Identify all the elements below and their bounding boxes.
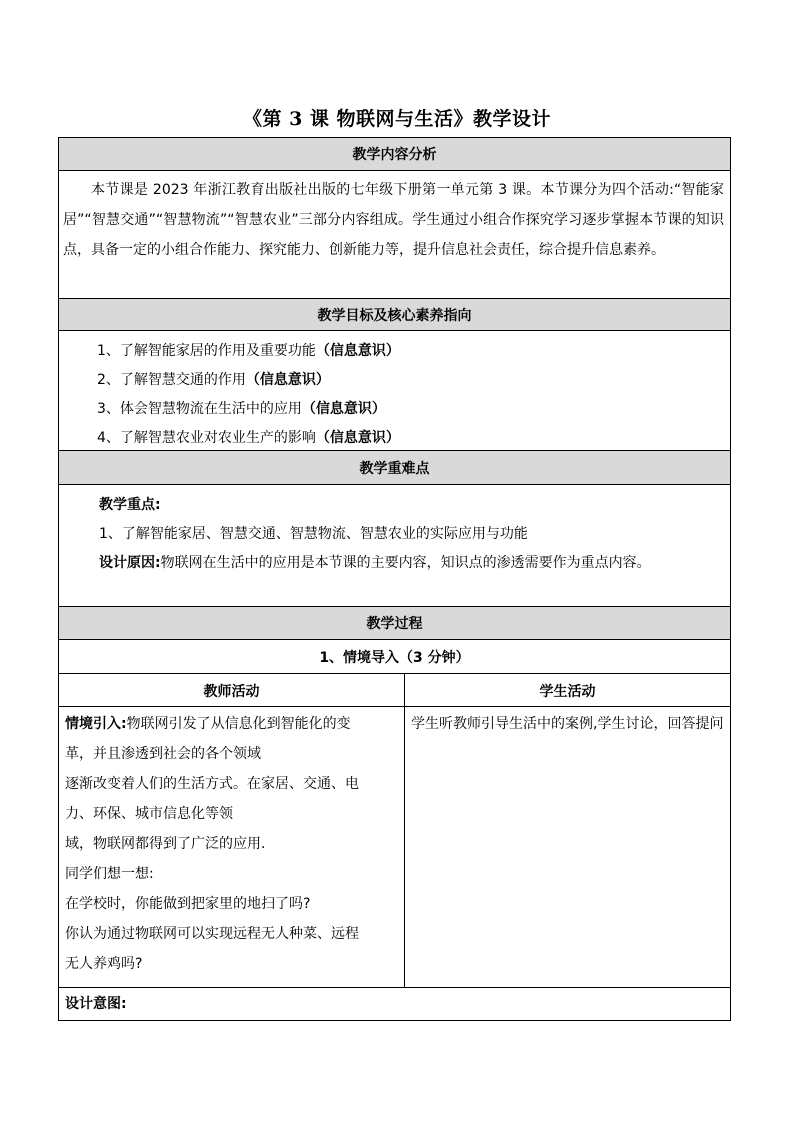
key-difficulty-body: [59, 485, 730, 607]
teacher-line: 在学校时，你能做到把家里的地扫了吗?: [65, 896, 311, 912]
goal-item: 3、体会智慧物流在生活中的应用（信息意识）: [97, 401, 386, 417]
process-header-label: 教学过程: [366, 616, 423, 632]
teacher-line: 同学们想一想:: [65, 866, 154, 882]
key-point-label: 教学重点:: [99, 497, 161, 513]
teacher-activity-cell: [59, 707, 405, 987]
goal-item: 2、了解智慧交通的作用（信息意识）: [97, 372, 330, 388]
design-reason-text: 物联网在生活中的应用是本节课的主要内容，知识点的渗透需要作为重点内容。: [160, 555, 651, 571]
student-activity-text: 学生听教师引导生活中的案例,学生讨论，回答提问: [411, 716, 724, 732]
scenario-label: 情境引入:: [65, 716, 127, 732]
stage-title: 1、情境导入（3 分钟）: [319, 649, 470, 666]
teacher-line: 域，物联网都得到了广泛的应用.: [65, 836, 266, 852]
design-intent-row: [59, 988, 730, 1020]
teacher-line: 你认为通过物联网可以实现远程无人种菜、远程: [65, 926, 359, 942]
teacher-line: 无人养鸡吗?: [65, 956, 143, 972]
activity-columns-header: [59, 674, 730, 707]
key-point-item: 1、了解智能家居、智慧交通、智慧物流、智慧农业的实际应用与功能: [99, 526, 528, 542]
teacher-activity-header: 教师活动: [59, 674, 405, 707]
design-reason-label: 设计原因:: [99, 555, 161, 571]
student-activity-header: 学生活动: [539, 683, 596, 700]
lesson-plan-table: [58, 137, 731, 1021]
key-difficulty-header-label: 教学重难点: [359, 460, 430, 477]
teacher-line: 逐渐改变着人们的生活方式。在家居、交通、电: [65, 776, 359, 792]
goals-header: [59, 299, 730, 331]
content-analysis-header: [59, 138, 730, 171]
stage-title-row: [59, 640, 730, 674]
teacher-line: 情境引入:物联网引发了从信息化到智能化的变: [65, 716, 351, 732]
goal-item: 1、了解智能家居的作用及重要功能（信息意识）: [97, 343, 400, 359]
content-analysis-body: [59, 171, 730, 299]
goal-item: 4、了解智慧农业对农业生产的影响（信息意识）: [97, 430, 400, 446]
key-difficulty-header: [59, 451, 730, 485]
content-analysis-paragraph: 本节课是 2023 年浙江教育出版社出版的七年级下册第一单元第 3 课。本节课分为四个活动:“智能家居”“智慧交通”“智慧物流”“智慧农业”三部分内容组成。学生通过小组合作探究学习逐步掌握本节课的知识点，具备一定的小组合作能力、探究能力、创新能力等，提升信息社会责任，综合提升信息素养。: [63, 182, 724, 258]
design-intent-label: 设计意图:: [65, 996, 127, 1012]
content-analysis-header-label: 教学内容分析: [352, 147, 437, 163]
student-activity-cell: [405, 707, 730, 987]
design-reason: [99, 549, 724, 578]
process-header: [59, 607, 730, 640]
goals-list: [59, 331, 730, 453]
document-title: 《第 3 课 物联网与生活》教学设计: [242, 108, 552, 130]
goals-body: [59, 331, 730, 451]
activity-body-row: [59, 707, 730, 988]
teacher-line: 力、环保、城市信息化等领: [65, 806, 233, 822]
goals-header-label: 教学目标及核心素养指向: [317, 307, 472, 324]
teacher-line: 革，并且渗透到社会的各个领域: [65, 746, 261, 762]
